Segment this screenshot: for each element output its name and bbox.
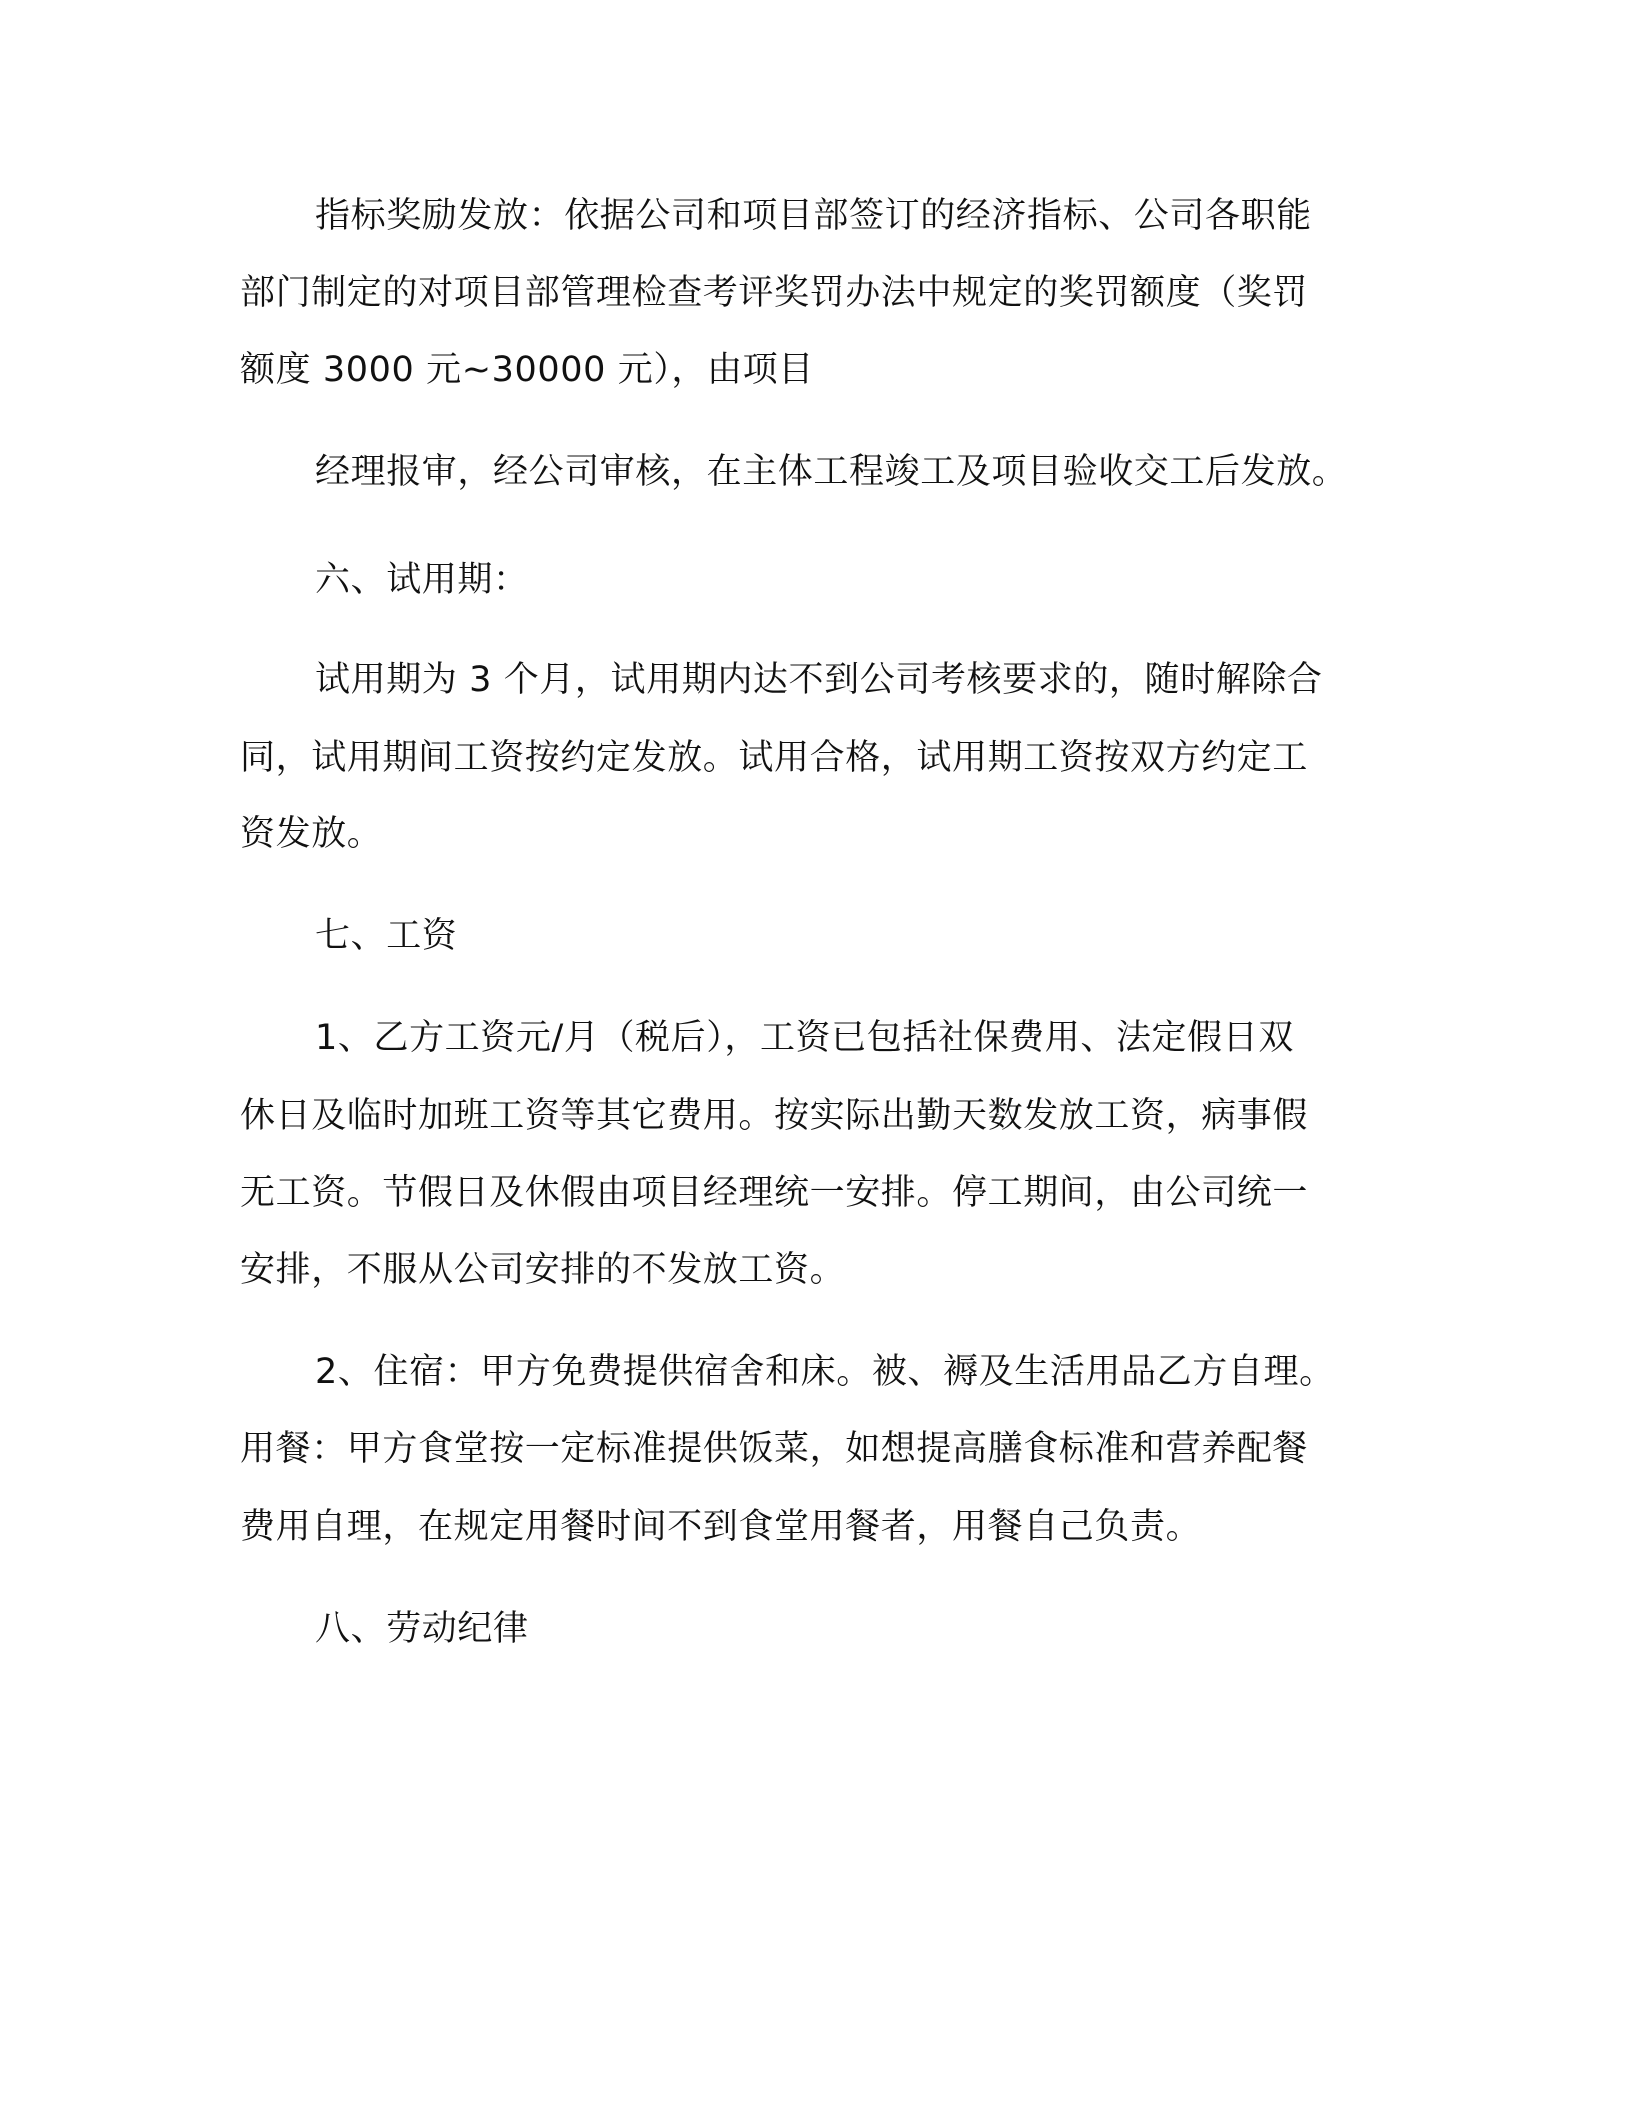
text-line: 用餐：甲方食堂按一定标准提供饭菜，如想提高膳食标准和营养配餐 [240,1429,1309,1469]
text-line: 2、住宿：甲方免费提供宿舍和床。被、褥及生活用品乙方自理。 [315,1352,1335,1392]
text-line: 经理报审，经公司审核，在主体工程竣工及项目验收交工后发放。 [315,452,1348,492]
text-line: 1、乙方工资元/月（税后），工资已包括社保费用、法定假日双 [315,1018,1294,1058]
text-line: 额度 3000 元~30000 元），由项目 [240,350,814,390]
text-line: 安排，不服从公司安排的不发放工资。 [240,1250,846,1290]
section-heading: 八、劳动纪律 [315,1609,529,1649]
text-line: 指标奖励发放：依据公司和项目部签订的经济指标、公司各职能 [315,196,1312,236]
text-line: 费用自理，在规定用餐时间不到食堂用餐者，用餐自己负责。 [240,1507,1202,1547]
text-line: 同，试用期间工资按约定发放。试用合格，试用期工资按双方约定工 [240,738,1309,778]
text-line: 无工资。节假日及休假由项目经理统一安排。停工期间，由公司统一 [240,1173,1309,1213]
text-line: 资发放。 [240,814,383,854]
text-line: 部门制定的对项目部管理检查考评奖罚办法中规定的奖罚额度（奖罚 [240,273,1309,313]
text-line: 试用期为 3 个月，试用期内达不到公司考核要求的，随时解除合 [315,660,1323,700]
section-heading: 七、工资 [315,916,458,956]
text-line: 休日及临时加班工资等其它费用。按实际出勤天数发放工资，病事假 [240,1096,1309,1136]
section-heading: 六、试用期： [315,560,529,600]
